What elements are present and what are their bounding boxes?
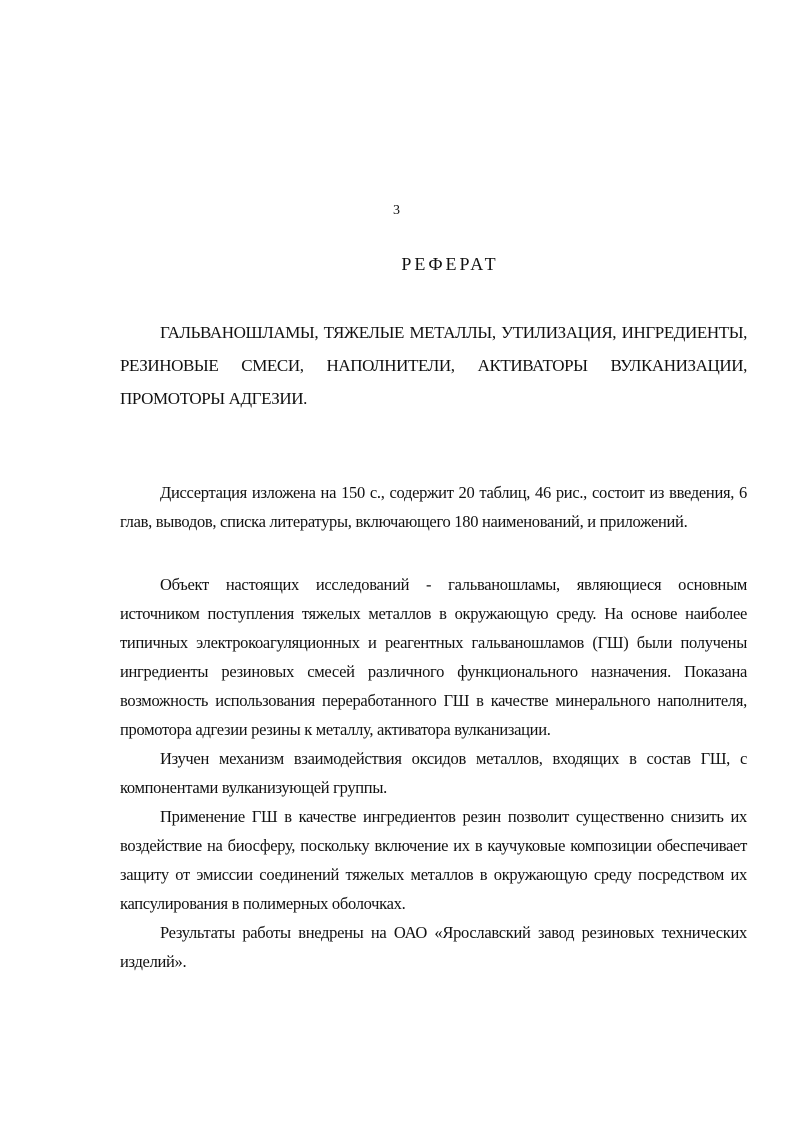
page-title: РЕФЕРАТ (401, 254, 499, 274)
main-text-block (120, 570, 747, 976)
paragraph-mechanism: Изучен механизм взаимодействия оксидов металлов, входящих в состав ГШ, с компонентами вулканизующей группы. (120, 749, 747, 797)
page-number: 3 (393, 203, 400, 218)
paragraph-application: Применение ГШ в качестве ингредиентов резин позволит существенно снизить их воздействие на биосферу, поскольку включение их в каучуковые композиции обеспечивает защиту от эмиссии соединений тяжелых металлов в окружающую среду посредством их капсулирования в полимерных оболочках. (120, 807, 747, 913)
summary-block (120, 478, 747, 536)
keywords-paragraph: ГАЛЬВАНОШЛАМЫ, ТЯЖЕЛЫЕ МЕТАЛЛЫ, УТИЛИЗАЦИЯ, ИНГРЕДИЕНТЫ, РЕЗИНОВЫЕ СМЕСИ, НАПОЛНИТЕЛИ, АКТИВАТОРЫ ВУЛКАНИЗАЦИИ, ПРОМОТОРЫ АДГЕЗИИ. (120, 323, 747, 408)
paragraph-dissertation-info: Диссертация изложена на 150 с., содержит 20 таблиц, 46 рис., состоит из введения, 6 глав, выводов, списка литературы, включающего 180 наименований, и приложений. (120, 483, 747, 531)
paragraph-research-object: Объект настоящих исследований - гальваношламы, являющиеся основным источником поступления тяжелых металлов в окружающую среду. На основе наиболее типичных электрокоагуляционных и реагентных гальваношламов (ГШ) были получены ингредиенты резиновых смесей различного функционального назначения. Показана возможность использования переработанного ГШ в качестве минерального наполнителя, промотора адгезии резины к металлу, активатора вулканизации. (120, 575, 747, 739)
paragraph-results: Результаты работы внедрены на ОАО «Ярославский завод резиновых технических изделий». (120, 923, 747, 971)
